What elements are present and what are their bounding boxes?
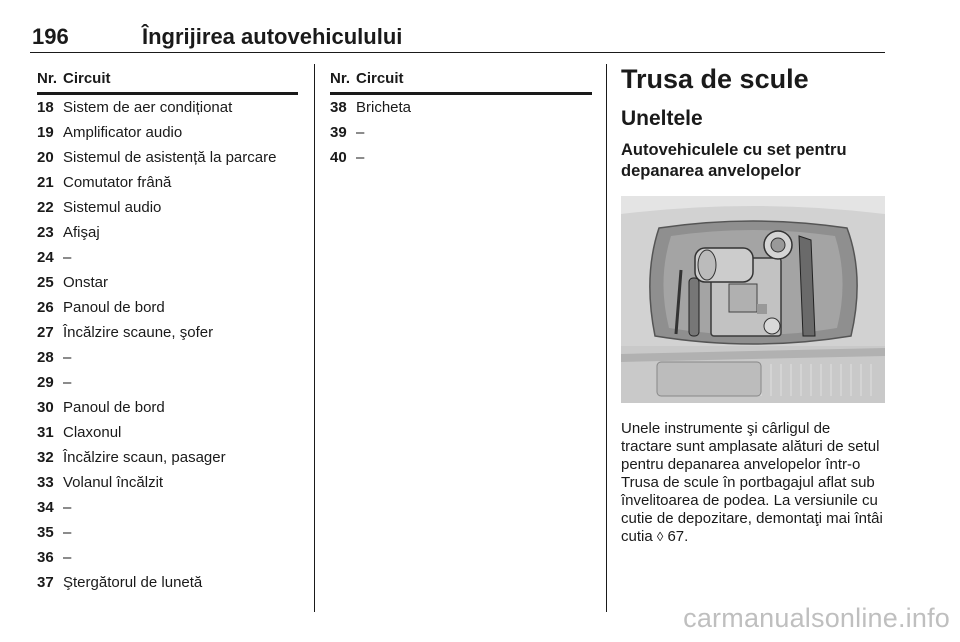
- page-reference-icon: ◊: [656, 529, 664, 544]
- table-row: [37, 295, 298, 320]
- section-subtitle: Uneltele: [621, 107, 703, 130]
- tyre-repair-kit-photo: [621, 196, 885, 403]
- circuit-name: Încălzire scaune, şofer: [63, 324, 214, 341]
- fuse-table-right: [330, 66, 592, 170]
- circuit-name: Sistemul audio: [63, 199, 162, 216]
- circuit-name: Panoul de bord: [63, 399, 165, 416]
- column-divider: [606, 64, 607, 612]
- circuit-name: Panoul de bord: [63, 299, 165, 316]
- fuse-number: 25: [37, 274, 54, 291]
- circuit-name: Afişaj: [63, 224, 100, 241]
- circuit-name: –: [63, 499, 72, 516]
- table-row: [37, 170, 298, 195]
- table-row: [37, 470, 298, 495]
- fuse-table-left: [37, 66, 298, 595]
- table-row: [37, 270, 298, 295]
- fuse-number: 18: [37, 99, 54, 116]
- table-row: [37, 320, 298, 345]
- fuse-number: 22: [37, 199, 54, 216]
- table-row: [330, 145, 592, 170]
- table-body: [37, 95, 298, 595]
- table-row: [330, 95, 592, 120]
- fuse-number: 34: [37, 499, 54, 516]
- chapter-title: Îngrijirea autovehiculului: [142, 24, 403, 49]
- circuit-name: Volanul încălzit: [63, 474, 164, 491]
- circuit-name: –: [63, 549, 72, 566]
- table-row: [37, 120, 298, 145]
- fuse-number: 37: [37, 574, 54, 591]
- fuse-number: 32: [37, 449, 54, 466]
- page-number: 196: [32, 24, 69, 49]
- fuse-number: 38: [330, 99, 347, 116]
- fuse-number: 35: [37, 524, 54, 541]
- tool-kit-description: [621, 420, 885, 546]
- circuit-name: –: [356, 149, 365, 166]
- circuit-name: Bricheta: [356, 99, 412, 116]
- page-reference-link[interactable]: 67.: [667, 528, 689, 545]
- fuse-number: 31: [37, 424, 54, 441]
- circuit-name: Onstar: [63, 274, 109, 291]
- circuit-name: Claxonul: [63, 424, 122, 441]
- fuse-number: 19: [37, 124, 54, 141]
- circuit-name: –: [63, 524, 72, 541]
- page-header: [30, 22, 885, 53]
- fuse-number: 28: [37, 349, 54, 366]
- table-row: [37, 395, 298, 420]
- table-row: [37, 145, 298, 170]
- circuit-name: Sistem de aer condiționat: [63, 99, 233, 116]
- column-header-nr: Nr.: [37, 70, 58, 87]
- column-header-circuit: Circuit: [356, 70, 404, 87]
- circuit-name: Ştergătorul de lunetă: [63, 574, 203, 591]
- circuit-name: –: [63, 374, 72, 391]
- tool-kit-section: [621, 62, 885, 546]
- table-body: [330, 95, 592, 170]
- circuit-name: Sistemul de asistență la parcare: [63, 149, 277, 166]
- fuse-number: 39: [330, 124, 347, 141]
- fuse-number: 20: [37, 149, 54, 166]
- fuse-number: 27: [37, 324, 54, 341]
- table-row: [37, 370, 298, 395]
- table-row: [37, 495, 298, 520]
- fuse-number: 29: [37, 374, 54, 391]
- column-header-nr: Nr.: [330, 70, 351, 87]
- fuse-number: 21: [37, 174, 54, 191]
- table-row: [37, 245, 298, 270]
- table-row: [37, 570, 298, 595]
- table-row: [37, 95, 298, 120]
- fuse-number: 40: [330, 149, 347, 166]
- table-row: [37, 345, 298, 370]
- circuit-name: –: [356, 124, 365, 141]
- circuit-name: Amplificator audio: [63, 124, 183, 141]
- section-title: Trusa de scule: [621, 64, 809, 94]
- fuse-number: 26: [37, 299, 54, 316]
- circuit-name: Încălzire scaun, pasager: [63, 449, 226, 466]
- circuit-name: –: [63, 249, 72, 266]
- description-text: Unele instrumente şi cârligul de tractare sunt amplasate alături de setul pentru depanarea anvelopelor într-o Trusa de scule în portbagajul aflat sub învelitoarea de podea. La versiunile cu cutie de depozitare, demontaţi mai întâi cutia: [621, 420, 883, 545]
- table-header: [37, 66, 298, 95]
- column-divider: [314, 64, 315, 612]
- section-subsubtitle: Autovehiculele cu set pentru depanarea anvelopelor: [621, 141, 847, 180]
- circuit-name: Comutator frână: [63, 174, 172, 191]
- table-row: [37, 445, 298, 470]
- watermark: carmanualsonline.info: [683, 603, 950, 633]
- table-row: [37, 545, 298, 570]
- table-row: [37, 420, 298, 445]
- table-row: [37, 520, 298, 545]
- fuse-number: 33: [37, 474, 54, 491]
- circuit-name: –: [63, 349, 72, 366]
- table-row: [330, 120, 592, 145]
- fuse-number: 24: [37, 249, 54, 266]
- table-row: [37, 220, 298, 245]
- fuse-number: 30: [37, 399, 54, 416]
- column-header-circuit: Circuit: [63, 70, 111, 87]
- fuse-number: 23: [37, 224, 54, 241]
- table-row: [37, 195, 298, 220]
- table-header: [330, 66, 592, 95]
- fuse-number: 36: [37, 549, 54, 566]
